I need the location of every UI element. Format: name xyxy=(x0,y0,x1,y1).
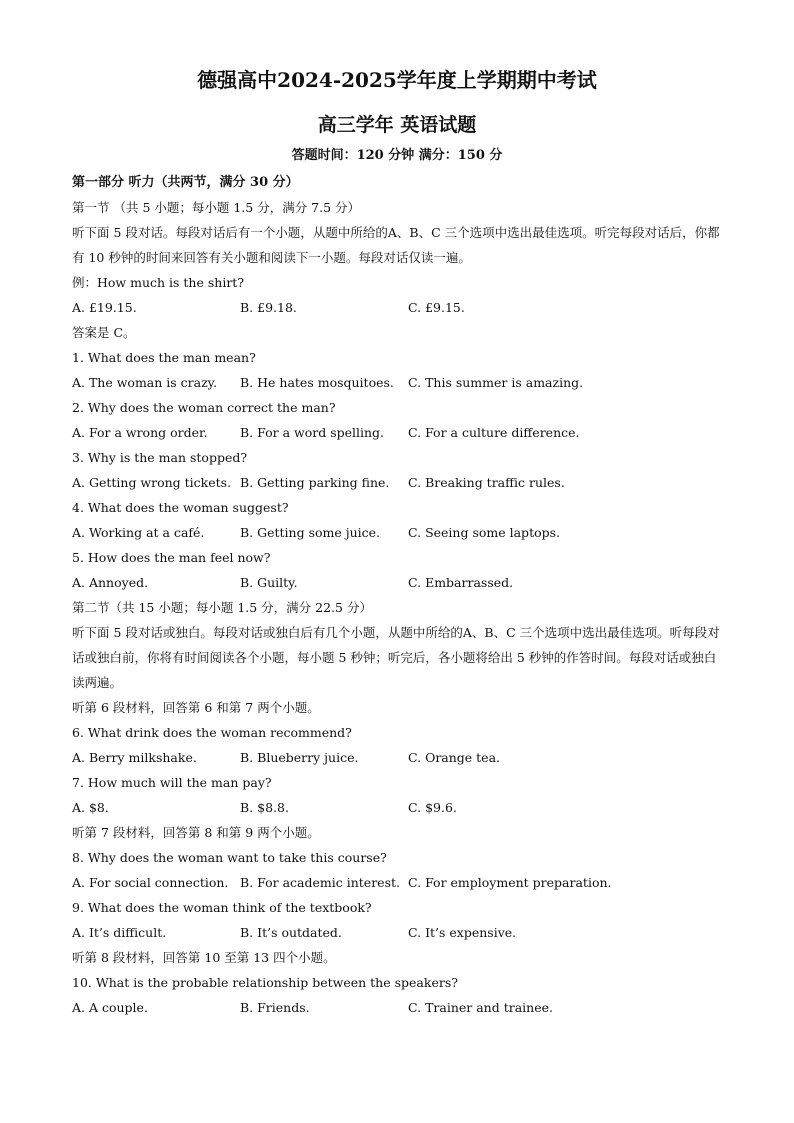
question-5: 5. How does the man feel now? xyxy=(72,550,271,565)
option-c: C. Seeing some laptops. xyxy=(408,525,561,540)
option-b: B. Friends. xyxy=(240,1000,310,1015)
question-10: 10. What is the probable relationship between the speakers? xyxy=(72,975,458,990)
question-1-options xyxy=(72,370,722,395)
question-6-options xyxy=(72,745,722,770)
option-b: B. Getting some juice. xyxy=(240,525,381,540)
question-7: 7. How much will the man pay? xyxy=(72,775,272,790)
example-option-c: C. £9.15. xyxy=(408,300,465,315)
exam-content xyxy=(72,170,722,1020)
question-4-options xyxy=(72,520,722,545)
question-1: 1. What does the man mean? xyxy=(72,350,256,365)
option-c: C. For a culture difference. xyxy=(408,425,580,440)
option-c: C. Trainer and trainee. xyxy=(408,1000,553,1015)
option-a: A. $8. xyxy=(72,800,109,815)
exam-meta: 答题时间：120 分钟 满分：150 分 xyxy=(291,148,503,163)
example-question: 例：How much is the shirt? xyxy=(72,275,245,290)
question-9: 9. What does the woman think of the textbook? xyxy=(72,900,372,915)
question-10-options xyxy=(72,995,722,1020)
exam-subtitle: 高三学年 英语试题 xyxy=(317,114,477,136)
option-b: B. It’s outdated. xyxy=(240,925,342,940)
option-b: B. For a word spelling. xyxy=(240,425,385,440)
option-c: C. $9.6. xyxy=(408,800,457,815)
question-8-options xyxy=(72,870,722,895)
option-a: A. For a wrong order. xyxy=(72,425,208,440)
question-2-options xyxy=(72,420,722,445)
question-5-options xyxy=(72,570,722,595)
option-c: C. Breaking traffic rules. xyxy=(408,475,565,490)
part1-heading: 第一部分 听力（共两节，满分 30 分） xyxy=(72,175,299,190)
example-option-b: B. £9.18. xyxy=(240,300,297,315)
option-b: B. Blueberry juice. xyxy=(240,750,359,765)
option-a: A. For social connection. xyxy=(72,875,229,890)
material-8-instruction: 听第 8 段材料，回答第 10 至第 13 四个小题。 xyxy=(72,950,336,965)
exam-title: 德强高中2024-2025学年度上学期期中考试 xyxy=(197,68,597,92)
section2-instructions: 听下面 5 段对话或独白。每段对话或独白后有几个小题，从题中所给的A、B、C 三个选项中选出最佳选项。听每段对话或独白前，你将有时间阅读各个小题，每小题 5 秒钟；听完后，各小题将给出 5 秒钟的作答时间。每段对话或独白读两遍。 xyxy=(72,625,720,690)
question-8: 8. Why does the woman want to take this course? xyxy=(72,850,387,865)
option-c: C. Orange tea. xyxy=(408,750,501,765)
question-3: 3. Why is the man stopped? xyxy=(72,450,248,465)
option-c: C. This summer is amazing. xyxy=(408,375,584,390)
option-a: A. Annoyed. xyxy=(72,575,149,590)
option-b: B. $8.8. xyxy=(240,800,289,815)
option-a: A. Berry milkshake. xyxy=(72,750,197,765)
option-b: B. For academic interest. xyxy=(240,875,400,890)
question-9-options xyxy=(72,920,722,945)
option-c: C. Embarrassed. xyxy=(408,575,514,590)
option-b: B. Guilty. xyxy=(240,575,298,590)
option-c: C. It’s expensive. xyxy=(408,925,517,940)
section2-heading: 第二节（共 15 小题；每小题 1.5 分，满分 22.5 分） xyxy=(72,600,372,615)
question-4: 4. What does the woman suggest? xyxy=(72,500,289,515)
question-6: 6. What drink does the woman recommend? xyxy=(72,725,352,740)
example-option-a: A. £19.15. xyxy=(72,300,137,315)
option-a: A. The woman is crazy. xyxy=(72,375,218,390)
option-b: B. Getting parking fine. xyxy=(240,475,390,490)
question-2: 2. Why does the woman correct the man? xyxy=(72,400,336,415)
option-a: A. A couple. xyxy=(72,1000,148,1015)
section1-heading: 第一节 （共 5 小题；每小题 1.5 分，满分 7.5 分） xyxy=(72,200,361,215)
option-b: B. He hates mosquitoes. xyxy=(240,375,394,390)
option-a: A. Getting wrong tickets. xyxy=(72,475,232,490)
question-7-options xyxy=(72,795,722,820)
example-options xyxy=(72,295,722,320)
option-a: A. It’s difficult. xyxy=(72,925,167,940)
material-6-instruction: 听第 6 段材料，回答第 6 和第 7 两个小题。 xyxy=(72,700,320,715)
question-3-options xyxy=(72,470,722,495)
material-7-instruction: 听第 7 段材料，回答第 8 和第 9 两个小题。 xyxy=(72,825,320,840)
section1-instructions: 听下面 5 段对话。每段对话后有一个小题，从题中所给的A、B、C 三个选项中选出最佳选项。听完每段对话后，你都有 10 秒钟的时间来回答有关小题和阅读下一小题。每段对话仅读一遍。 xyxy=(72,225,720,265)
option-a: A. Working at a café. xyxy=(72,525,205,540)
option-c: C. For employment preparation. xyxy=(408,875,612,890)
example-answer: 答案是 C。 xyxy=(72,325,136,340)
